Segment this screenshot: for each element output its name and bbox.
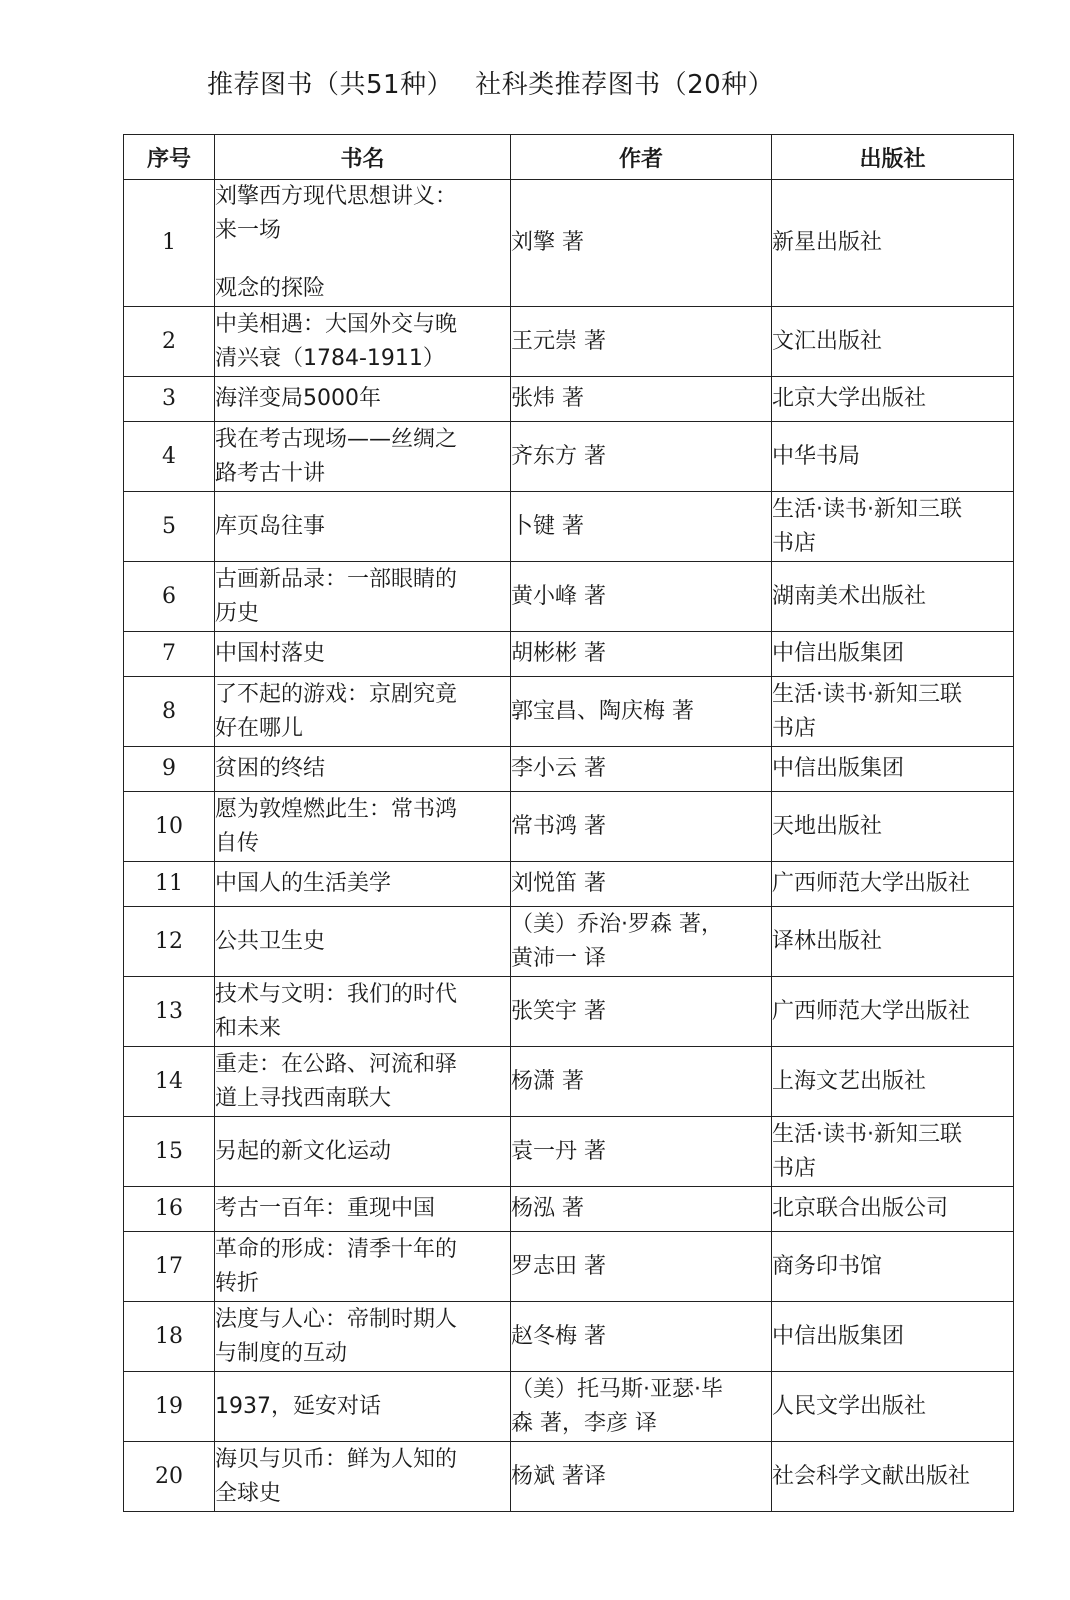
- cell-line: 文汇出版社: [772, 328, 883, 354]
- table-row: [124, 1232, 1014, 1302]
- cell-publisher: [772, 1117, 1014, 1187]
- cell-line: 和未来: [215, 1015, 282, 1041]
- page-title: [207, 72, 774, 98]
- cell-publisher: [772, 792, 1014, 862]
- cell-line: 齐东方 著: [511, 443, 606, 469]
- cell-line: 书店: [772, 530, 817, 556]
- cell-no: 18: [124, 1302, 215, 1372]
- cell-line: 张炜 著: [511, 386, 584, 411]
- cell-author: [511, 1117, 772, 1187]
- table-row: [124, 1302, 1014, 1372]
- cell-line: 杨斌 著译: [511, 1463, 606, 1489]
- cell-line: 常书鸿 著: [511, 813, 606, 839]
- table-row: [124, 747, 1014, 792]
- table-body: [124, 180, 1014, 1512]
- table-row: [124, 1117, 1014, 1187]
- cell-author: [511, 1372, 772, 1442]
- table-row: [124, 632, 1014, 677]
- cell-author: [511, 1442, 772, 1512]
- cell-title: [215, 492, 511, 562]
- cell-no: 2: [124, 307, 215, 377]
- cell-author: [511, 180, 772, 307]
- cell-no: 15: [124, 1117, 215, 1187]
- cell-no: 7: [124, 632, 215, 677]
- cell-author: [511, 1232, 772, 1302]
- cell-publisher: [772, 677, 1014, 747]
- cell-no: 12: [124, 907, 215, 977]
- cell-line: 天地出版社: [772, 813, 883, 839]
- cell-line: 上海文艺出版社: [772, 1068, 927, 1094]
- table-row: [124, 180, 1014, 307]
- table-row: [124, 1442, 1014, 1512]
- cell-line: 中信出版集团: [772, 641, 905, 666]
- cell-no: 20: [124, 1442, 215, 1512]
- cell-title: [215, 907, 511, 977]
- cell-line: 赵冬梅 著: [511, 1323, 606, 1349]
- cell-line: 卜键 著: [511, 513, 584, 539]
- cell-line: 我在考古现场——丝绸之: [215, 426, 458, 452]
- cell-no: 11: [124, 862, 215, 907]
- cell-line: 张笑宇 著: [511, 998, 606, 1024]
- table-row: [124, 977, 1014, 1047]
- cell-line: 路考古十讲: [215, 460, 326, 486]
- cell-line: 译林出版社: [772, 928, 883, 954]
- cell-line: 了不起的游戏：京剧究竟: [215, 681, 458, 707]
- cell-title: [215, 677, 511, 747]
- table-header-row: [124, 135, 1014, 180]
- cell-line: 库页岛往事: [215, 513, 326, 539]
- table-row: [124, 377, 1014, 422]
- cell-author: [511, 907, 772, 977]
- cell-line: 中国人的生活美学: [215, 871, 392, 896]
- cell-line: 商务印书馆: [772, 1253, 883, 1279]
- table-row: [124, 907, 1014, 977]
- cell-author: [511, 792, 772, 862]
- cell-no: 6: [124, 562, 215, 632]
- cell-title: [215, 1442, 511, 1512]
- cell-line: 广西师范大学出版社: [772, 871, 971, 896]
- cell-line: 与制度的互动: [215, 1340, 348, 1366]
- cell-no: 16: [124, 1187, 215, 1232]
- title-main: 推荐图书（共51种）: [207, 70, 454, 100]
- cell-line: （美）乔治·罗森 著，: [511, 911, 723, 937]
- table-row: [124, 562, 1014, 632]
- cell-line: 好在哪儿: [215, 715, 304, 741]
- cell-line: 革命的形成：清季十年的: [215, 1236, 458, 1262]
- cell-publisher: [772, 862, 1014, 907]
- cell-publisher: [772, 1187, 1014, 1232]
- cell-line: 杨泓 著: [511, 1196, 584, 1221]
- cell-title: [215, 422, 511, 492]
- cell-line: 中美相遇：大国外交与晚: [215, 311, 458, 337]
- header-title: 书名: [215, 135, 511, 180]
- cell-line: 生活·读书·新知三联: [772, 1121, 962, 1147]
- cell-line: 袁一丹 著: [511, 1138, 606, 1164]
- cell-no: 5: [124, 492, 215, 562]
- cell-publisher: [772, 180, 1014, 307]
- cell-publisher: [772, 422, 1014, 492]
- cell-author: [511, 562, 772, 632]
- cell-line: 黄小峰 著: [511, 583, 606, 609]
- cell-line: 刘悦笛 著: [511, 871, 606, 896]
- cell-author: [511, 862, 772, 907]
- cell-line: 北京大学出版社: [772, 386, 927, 411]
- cell-publisher: [772, 1372, 1014, 1442]
- cell-author: [511, 632, 772, 677]
- cell-line: 郭宝昌、陶庆梅 著: [511, 698, 694, 724]
- cell-line: 社会科学文献出版社: [772, 1463, 971, 1489]
- cell-no: 10: [124, 792, 215, 862]
- table-row: [124, 1047, 1014, 1117]
- table-row: [124, 1187, 1014, 1232]
- header-publisher: 出版社: [772, 135, 1014, 180]
- cell-line: 技术与文明：我们的时代: [215, 981, 458, 1007]
- cell-author: [511, 492, 772, 562]
- cell-line: 考古一百年：重现中国: [215, 1196, 436, 1221]
- cell-line: 历史: [215, 600, 260, 626]
- cell-no: 1: [124, 180, 215, 307]
- cell-line: 中信出版集团: [772, 756, 905, 781]
- cell-author: [511, 1302, 772, 1372]
- table-row: [124, 677, 1014, 747]
- cell-line: 森 著，李彦 译: [511, 1410, 657, 1436]
- cell-line: 刘擎 著: [511, 230, 584, 255]
- table-row: [124, 862, 1014, 907]
- cell-publisher: [772, 562, 1014, 632]
- cell-line: 海贝与贝币：鲜为人知的: [215, 1446, 458, 1472]
- title-sub: 社科类推荐图书（20种）: [475, 70, 775, 100]
- cell-line: 中国村落史: [215, 641, 326, 666]
- cell-line: 新星出版社: [772, 230, 883, 255]
- cell-title: [215, 1232, 511, 1302]
- cell-line: 胡彬彬 著: [511, 641, 606, 666]
- cell-line: 海洋变局5000年: [215, 386, 381, 411]
- cell-publisher: [772, 492, 1014, 562]
- cell-title: [215, 1302, 511, 1372]
- cell-line: 法度与人心：帝制时期人: [215, 1306, 458, 1332]
- cell-line: 全球史: [215, 1480, 282, 1506]
- cell-line: 古画新品录：一部眼睛的: [215, 566, 458, 592]
- cell-line: 北京联合出版公司: [772, 1196, 949, 1221]
- cell-title: [215, 1047, 511, 1117]
- cell-publisher: [772, 1442, 1014, 1512]
- cell-title: [215, 180, 511, 307]
- cell-author: [511, 307, 772, 377]
- cell-title: [215, 1372, 511, 1442]
- cell-line: 刘擎西方现代思想讲义：: [215, 184, 458, 209]
- cell-no: 14: [124, 1047, 215, 1117]
- cell-title: [215, 377, 511, 422]
- cell-publisher: [772, 1232, 1014, 1302]
- cell-title: [215, 792, 511, 862]
- cell-line: 黄沛一 译: [511, 945, 606, 971]
- table-row: [124, 307, 1014, 377]
- cell-line: 清兴衰（1784-1911）: [215, 345, 445, 371]
- cell-no: 8: [124, 677, 215, 747]
- cell-publisher: [772, 747, 1014, 792]
- cell-line: 转折: [215, 1270, 260, 1296]
- cell-title: [215, 862, 511, 907]
- cell-title: [215, 1117, 511, 1187]
- cell-title: [215, 747, 511, 792]
- cell-publisher: [772, 977, 1014, 1047]
- cell-line: 王元崇 著: [511, 328, 606, 354]
- cell-line: 公共卫生史: [215, 928, 326, 954]
- cell-line: 李小云 著: [511, 756, 606, 781]
- cell-line: 贫困的终结: [215, 756, 326, 781]
- cell-title: [215, 977, 511, 1047]
- table-row: [124, 792, 1014, 862]
- cell-line: 广西师范大学出版社: [772, 998, 971, 1024]
- header-author: 作者: [511, 135, 772, 180]
- cell-author: [511, 1187, 772, 1232]
- cell-publisher: [772, 907, 1014, 977]
- cell-line: 1937，延安对话: [215, 1393, 381, 1419]
- cell-no: 13: [124, 977, 215, 1047]
- cell-line: 来一场: [215, 218, 282, 243]
- cell-author: [511, 977, 772, 1047]
- cell-line: 自传: [215, 830, 260, 856]
- cell-author: [511, 677, 772, 747]
- cell-title: [215, 307, 511, 377]
- cell-line: 另起的新文化运动: [215, 1138, 392, 1164]
- cell-no: 3: [124, 377, 215, 422]
- cell-author: [511, 747, 772, 792]
- cell-publisher: [772, 377, 1014, 422]
- cell-line: 罗志田 著: [511, 1253, 606, 1279]
- cell-no: 4: [124, 422, 215, 492]
- cell-title: [215, 1187, 511, 1232]
- cell-line: 中信出版集团: [772, 1323, 905, 1349]
- cell-line: 杨潇 著: [511, 1068, 584, 1094]
- header-no: 序号: [124, 135, 215, 180]
- table-row: [124, 1372, 1014, 1442]
- book-table: [123, 134, 1014, 1512]
- cell-title: [215, 562, 511, 632]
- cell-line: 人民文学出版社: [772, 1393, 927, 1419]
- cell-author: [511, 422, 772, 492]
- cell-publisher: [772, 632, 1014, 677]
- cell-no: 19: [124, 1372, 215, 1442]
- cell-line: 重走：在公路、河流和驿: [215, 1051, 458, 1077]
- cell-author: [511, 377, 772, 422]
- cell-line: 湖南美术出版社: [772, 583, 927, 609]
- cell-publisher: [772, 307, 1014, 377]
- table-row: [124, 422, 1014, 492]
- cell-line: 观念的探险: [215, 276, 326, 301]
- cell-line: 中华书局: [772, 443, 861, 469]
- cell-publisher: [772, 1302, 1014, 1372]
- cell-author: [511, 1047, 772, 1117]
- cell-line: 生活·读书·新知三联: [772, 496, 962, 522]
- cell-line: 愿为敦煌燃此生：常书鸿: [215, 796, 458, 822]
- cell-title: [215, 632, 511, 677]
- cell-line: 书店: [772, 715, 817, 741]
- table-row: [124, 492, 1014, 562]
- cell-line: （美）托马斯·亚瑟·毕: [511, 1376, 723, 1402]
- cell-no: 9: [124, 747, 215, 792]
- cell-line: 书店: [772, 1155, 817, 1181]
- cell-line: 道上寻找西南联大: [215, 1085, 392, 1111]
- cell-line: 生活·读书·新知三联: [772, 681, 962, 707]
- cell-no: 17: [124, 1232, 215, 1302]
- cell-publisher: [772, 1047, 1014, 1117]
